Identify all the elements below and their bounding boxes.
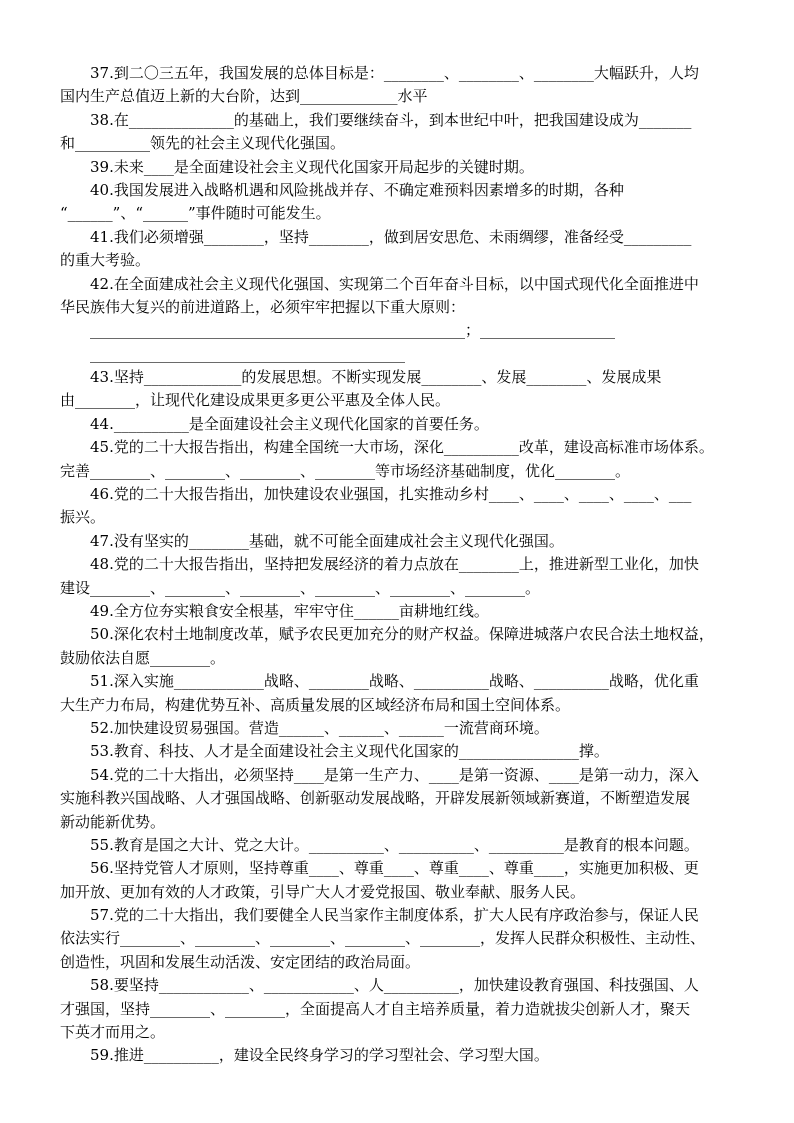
text-line: 50.深化农村土地制度改革，赋予农民更加充分的财产权益。保障进城落户农民合法土地权益，: [90, 625, 714, 644]
text-line: 建设________、________、________、________、________、________。: [60, 578, 541, 597]
text-line: 46.党的二十大报告指出，加快建设农业强国，扎实推动乡村____、____、____、____、___: [90, 485, 692, 504]
text-line: 58.要坚持____________、____________、人__________，加快建设教育强国、科技强国、人: [90, 976, 699, 995]
text-line: 依法实行________、________、________、________、________，发挥人民群众积极性、主动性、: [60, 929, 706, 948]
text-line: 国内生产总值迈上新的大台阶，达到_____________水平: [60, 87, 428, 106]
text-line: 鼓励依法自愿________。: [60, 648, 226, 667]
text-line: 和__________领先的社会主义现代化强国。: [60, 134, 346, 153]
text-line: 下英才而用之。: [60, 1023, 166, 1042]
text-line: 振兴。: [60, 508, 106, 527]
text-line: 57.党的二十大指出，我们要健全人民当家作主制度体系，扩大人民有序政治参与，保证人民: [90, 906, 699, 925]
text-line: 51.深入实施____________战略、________战略、__________战略、__________战略，优化重: [90, 672, 699, 691]
text-line: 43.坚持_____________的发展思想。不断实现发展________、发展________、发展成果: [90, 368, 662, 387]
text-line: “______”、“______”事件随时可能发生。: [60, 204, 331, 223]
text-line: 42.在全面建成社会主义现代化强国、实现第二个百年奋斗目标，以中国式现代化全面推进中: [90, 274, 699, 293]
text-line: 加开放、更加有效的人才政策，引导广大人才爱党报国、敬业奉献、服务人民。: [60, 882, 586, 901]
text-line: 38.在______________的基础上，我们要继续奋斗，到本世纪中叶，把我国建设成为_______: [90, 110, 692, 129]
text-line: 由________，让现代化建设成果更多更公平惠及全体人民。: [60, 391, 451, 410]
text-line: 39.未来____是全面建设社会主义现代化国家开局起步的关键时期。: [90, 157, 534, 176]
text-line: __________________________________________________；__________________: [90, 321, 616, 340]
text-line: 54.党的二十大指出，必须坚持____是第一生产力、____是第一资源、____是第一动力，深入: [90, 765, 699, 784]
text-line: 44.__________是全面建设社会主义现代化国家的首要任务。: [90, 414, 489, 433]
text-line: 59.推进__________，建设全民终身学习的学习型社会、学习型大国。: [90, 1046, 549, 1065]
text-line: 实施科教兴国战略、人才强国战略、创新驱动发展战略，开辟发展新领域新赛道，不断塑造发展: [60, 789, 691, 808]
text-line: __________________________________________: [90, 344, 405, 363]
text-line: 55.教育是国之大计、党之大计。__________、__________、__________是教育的根本问题。: [90, 835, 699, 854]
text-line: 49.全方位夯实粮食安全根基，牢牢守住______亩耕地红线。: [90, 601, 489, 620]
text-line: 56.坚持党管人才原则，坚持尊重____、尊重____、尊重____、尊重____，实施更加积极、更: [90, 859, 699, 878]
text-line: 才强国，坚持________、________，全面提高人才自主培养质量，着力造就拔尖创新人才，聚天: [60, 999, 691, 1018]
text-line: 53.教育、科技、人才是全面建设社会主义现代化国家的________________撑。: [90, 742, 609, 761]
text-line: 45.党的二十大报告指出，构建全国统一大市场，深化__________改革，建设高标准市场体系。: [90, 438, 714, 457]
text-line: 52.加快建设贸易强国。营造______、______、______一流营商环境。: [90, 718, 549, 737]
text-line: 大生产力布局，构建优势互补、高质量发展的区域经济布局和国土空间体系。: [60, 695, 571, 714]
text-line: 的重大考验。: [60, 251, 151, 270]
text-line: 40.我国发展进入战略机遇和风险挑战并存、不确定难预料因素增多的时期，各种: [90, 180, 624, 199]
text-line: 完善________、________、________、________等市场经济基础制度，优化________。: [60, 461, 631, 480]
text-line: 41.我们必须增强________，坚持________，做到居安思危、未雨绸缪，准备经受_________: [90, 227, 692, 246]
text-line: 华民族伟大复兴的前进道路上，必须牢牢把握以下重大原则：: [60, 297, 466, 316]
text-line: 48.党的二十大报告指出，坚持把发展经济的着力点放在________上，推进新型工业化，加快: [90, 555, 699, 574]
text-line: 37.到二〇三五年，我国发展的总体目标是：________、________、________大幅跃升，人均: [90, 64, 699, 82]
text-line: 新动能新优势。: [60, 812, 166, 831]
text-line: 47.没有坚实的________基础，就不可能全面建成社会主义现代化强国。: [90, 531, 564, 550]
text-line: 创造性，巩固和发展生动活泼、安定团结的政治局面。: [60, 952, 421, 971]
